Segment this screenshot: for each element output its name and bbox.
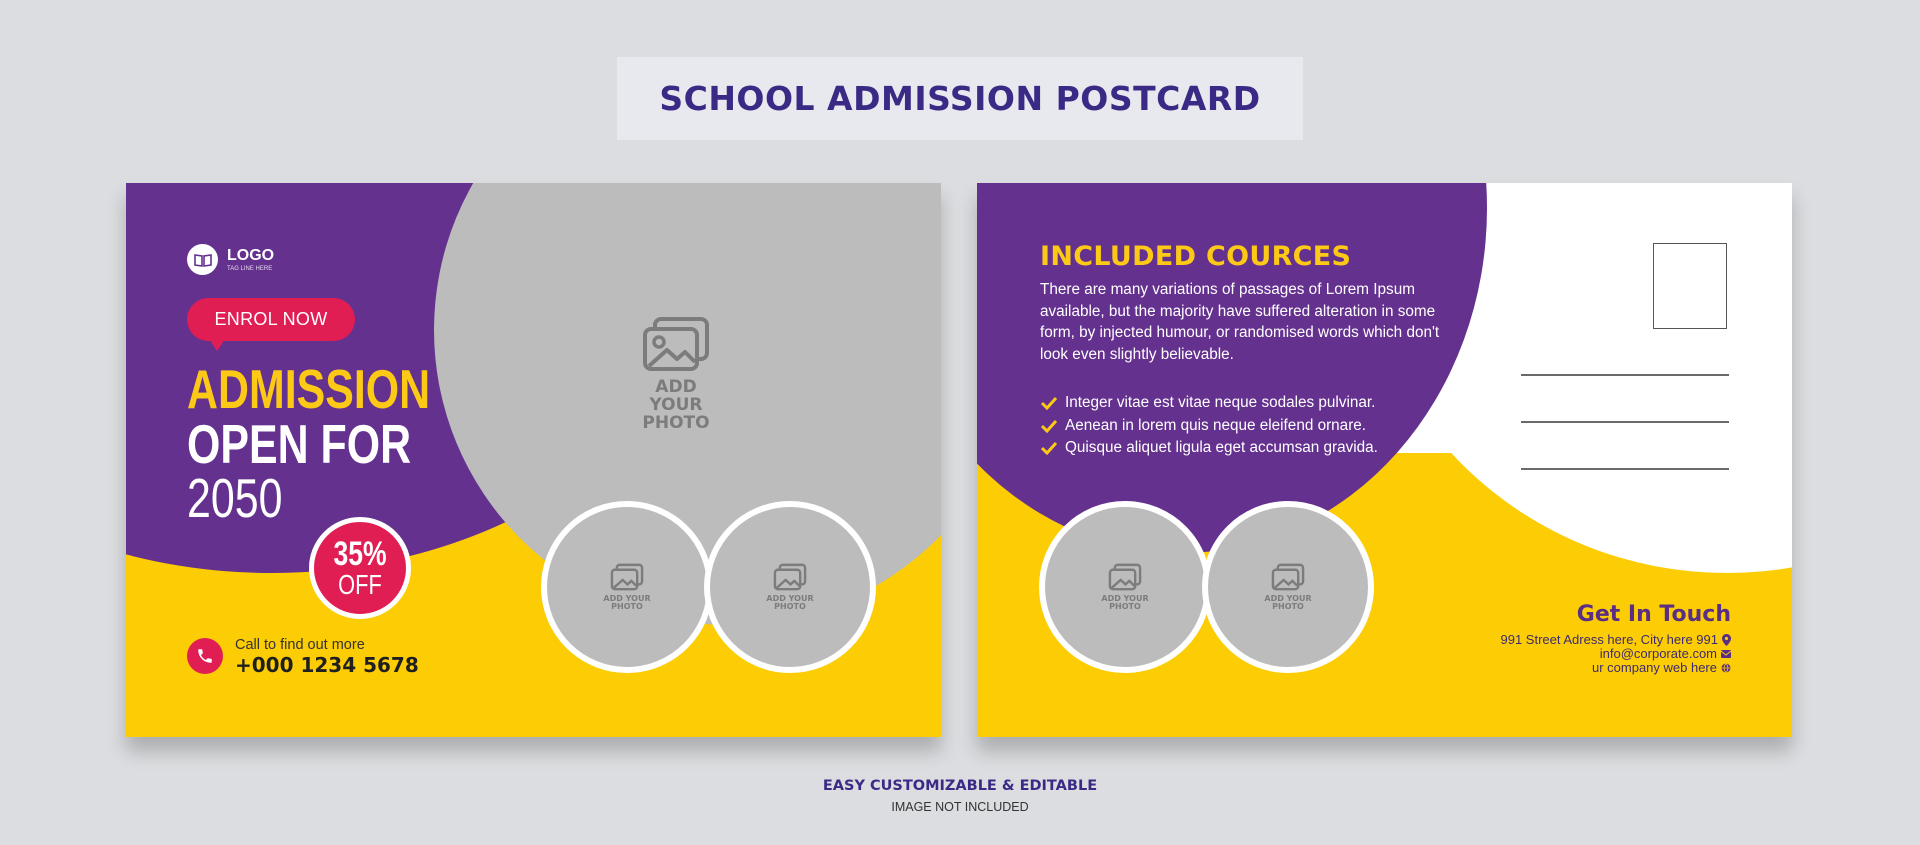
check-icon xyxy=(1040,396,1058,410)
small-photo-placeholder-4[interactable]: ADD YOUR PHOTO xyxy=(1202,501,1374,673)
small-photo-placeholder-3[interactable]: ADD YOUR PHOTO xyxy=(1039,501,1211,673)
mail-icon xyxy=(1721,650,1731,658)
discount-percent: 35% xyxy=(333,535,387,573)
call-label: Call to find out more xyxy=(235,637,365,653)
headline-admission: ADMISSION xyxy=(187,358,431,420)
list-item: Quisque aliquet ligula eget accumsan gravida. xyxy=(1040,437,1378,460)
small-photo-placeholder-2[interactable]: ADD YOUR PHOTO xyxy=(704,501,876,673)
small-photo-placeholder-1[interactable]: ADD YOUR PHOTO xyxy=(541,501,713,673)
main-photo-label: ADD YOUR PHOTO xyxy=(628,316,724,433)
stamp-box xyxy=(1653,243,1727,329)
header-banner xyxy=(617,57,1303,140)
call-number[interactable]: +000 1234 5678 xyxy=(235,653,419,677)
page-title: SCHOOL ADMISSION POSTCARD xyxy=(659,79,1261,118)
contact-email[interactable]: info@corporate.com xyxy=(1600,646,1731,661)
logo-name: LOGO xyxy=(227,246,275,264)
postcard-front xyxy=(126,183,941,737)
contact-web[interactable]: ur company web here xyxy=(1592,660,1731,675)
postcard-back xyxy=(977,183,1792,737)
logo xyxy=(187,244,274,275)
contact-title: Get In Touch xyxy=(1576,602,1731,627)
courses-description: There are many variations of passages of Lorem Ipsum available, but the majority have suffered alteration in some form, by injected humour, or randomised words which don't look even slightly believable. xyxy=(1040,281,1440,363)
headline-open-for: OPEN FOR xyxy=(187,413,412,475)
courses-title: INCLUDED COURCES xyxy=(1040,241,1352,272)
address-line xyxy=(1521,421,1729,423)
contact-address: 991 Street Adress here, City here 991 xyxy=(1500,632,1731,647)
globe-icon xyxy=(1721,663,1731,673)
address-line xyxy=(1521,468,1729,470)
image-icon xyxy=(610,563,644,593)
courses-list xyxy=(1040,392,1378,460)
image-icon xyxy=(1271,563,1305,593)
discount-badge xyxy=(309,517,411,619)
check-icon xyxy=(1040,419,1058,433)
phone-icon xyxy=(187,638,223,674)
image-icon xyxy=(773,563,807,593)
address-line xyxy=(1521,374,1729,376)
enrol-now-button[interactable]: ENROL NOW xyxy=(187,298,355,341)
list-item: Aenean in lorem quis neque eleifend ornare. xyxy=(1040,415,1378,438)
discount-off: OFF xyxy=(338,569,382,600)
footer-note: IMAGE NOT INCLUDED xyxy=(891,800,1029,814)
footer-tagline: EASY CUSTOMIZABLE & EDITABLE xyxy=(822,778,1098,794)
image-icon xyxy=(1108,563,1142,593)
image-icon xyxy=(641,316,711,376)
check-icon xyxy=(1040,441,1058,455)
location-icon xyxy=(1722,634,1731,646)
headline-year: 2050 xyxy=(187,467,283,529)
book-icon xyxy=(187,244,218,275)
logo-tagline: TAG LINE HERE xyxy=(227,265,273,272)
list-item: Integer vitae est vitae neque sodales pulvinar. xyxy=(1040,392,1378,415)
